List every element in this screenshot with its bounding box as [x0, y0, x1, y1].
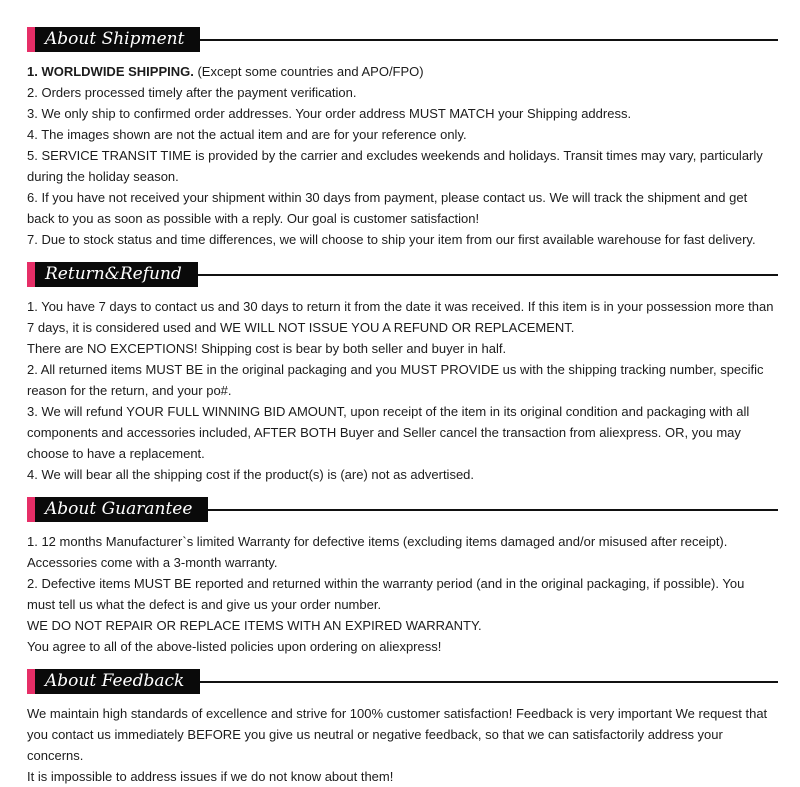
accent-bar	[27, 262, 35, 287]
policy-paragraph	[27, 61, 774, 82]
section-header-return-refund	[27, 262, 778, 287]
section-body-feedback	[27, 703, 778, 787]
policy-paragraph: 4. The images shown are not the actual item and are for your reference only.	[27, 127, 467, 142]
policy-paragraph: 7. Due to stock status and time differences, we will choose to ship your item from our first available warehouse for fast delivery.	[27, 232, 756, 247]
policy-paragraph: We maintain high standards of excellence and strive for 100% customer satisfaction! Feedback is very important We request that you contact us immediately BEFORE you give us neutral or negative feedback, so that we can satisfactorily address your concerns.	[27, 706, 768, 763]
section-body-guarantee	[27, 531, 778, 657]
section-header-shipment	[27, 27, 778, 52]
policy-paragraph: It is impossible to address issues if we do not know about them!	[27, 769, 394, 784]
policy-paragraph: 1. You have 7 days to contact us and 30 days to return it from the date it was received. If this item is in your possession more than 7 days, it is considered used and WE WILL NOT ISSUE YOU A REFUND OR REPLACEMENT.	[27, 299, 774, 335]
header-rule	[198, 274, 778, 276]
policy-paragraph: 2. Defective items MUST BE reported and returned within the warranty period (and in the original packaging, if possible). You must tell us what the defect is and give us your order number.	[27, 576, 745, 612]
accent-bar	[27, 27, 35, 52]
section-title: About Shipment	[35, 27, 200, 52]
policy-paragraph: 6. If you have not received your shipment within 30 days from payment, please contact us. We will track the shipment and get back to you as soon as possible with a reply. Our goal is customer satisfaction!	[27, 190, 748, 226]
policy-paragraph: WE DO NOT REPAIR OR REPLACE ITEMS WITH AN EXPIRED WARRANTY.	[27, 618, 482, 633]
section-title: Return&Refund	[35, 262, 198, 287]
header-rule	[208, 509, 778, 511]
section-shipment	[27, 27, 778, 250]
policy-paragraph: 4. We will bear all the shipping cost if the product(s) is (are) not as advertised.	[27, 467, 475, 482]
policy-bold-lead: 1. WORLDWIDE SHIPPING.	[27, 64, 194, 79]
section-guarantee	[27, 497, 778, 657]
accent-bar	[27, 497, 35, 522]
policy-paragraph: 3. We only ship to confirmed order addresses. Your order address MUST MATCH your Shipping address.	[27, 106, 632, 121]
policy-paragraph: 1. 12 months Manufacturer`s limited Warranty for defective items (excluding items damaged and/or misused after receipt). Accessories come with a 3-month warranty.	[27, 534, 728, 570]
section-feedback	[27, 669, 778, 787]
policy-paragraph: There are NO EXCEPTIONS! Shipping cost is bear by both seller and buyer in half.	[27, 341, 507, 356]
accent-bar	[27, 669, 35, 694]
header-rule	[200, 681, 778, 683]
section-title: About Guarantee	[35, 497, 208, 522]
section-title: About Feedback	[35, 669, 200, 694]
header-rule	[200, 39, 778, 41]
policy-paragraph: 2. Orders processed timely after the payment verification.	[27, 85, 357, 100]
policy-paragraph: 2. All returned items MUST BE in the original packaging and you MUST PROVIDE us with the shipping tracking number, specific reason for the return, and your po#.	[27, 362, 764, 398]
policy-paragraph: 5. SERVICE TRANSIT TIME is provided by the carrier and excludes weekends and holidays. Transit times may vary, particularly during the holiday season.	[27, 148, 763, 184]
section-body-return-refund	[27, 296, 778, 485]
section-body-shipment	[27, 61, 778, 250]
policy-text: (Except some countries and APO/FPO)	[193, 64, 424, 79]
section-header-guarantee	[27, 497, 778, 522]
section-header-feedback	[27, 669, 778, 694]
policy-paragraph: 3. We will refund YOUR FULL WINNING BID AMOUNT, upon receipt of the item in its original condition and packaging with all components and accessories included, AFTER BOTH Buyer and Seller cancel the transaction from aliexpress. OR, you may choose to have a replacement.	[27, 404, 750, 461]
section-return-refund	[27, 262, 778, 485]
policy-paragraph: You agree to all of the above-listed policies upon ordering on aliexpress!	[27, 639, 442, 654]
